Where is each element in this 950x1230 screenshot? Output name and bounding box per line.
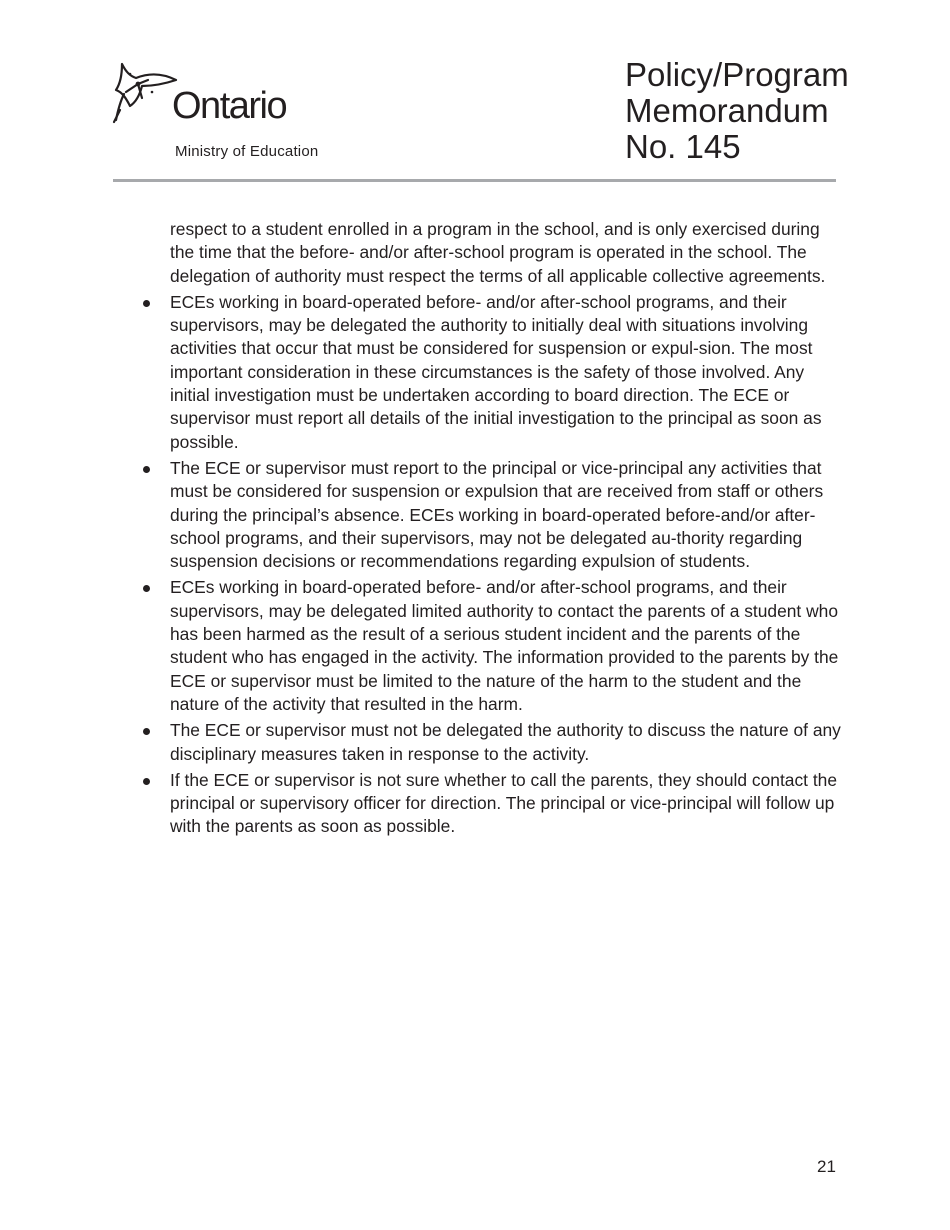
list-item-text: If the ECE or supervisor is not sure whether to call the parents, they should contact the principal or supervisory officer for direction. The principal or vice-principal will follow up with the parents as soon as possible. (170, 769, 837, 837)
bullet-icon (143, 300, 150, 307)
list-item-text: ECEs working in board-operated before- and/or after-school programs, and their supervisors, may be delegated limited authority to contact the parents of a student who has been harmed as the result of a serious student incident and the parents of the student who has engaged in the activity. The information provided to the parents by the ECE or supervisor must be limited to the nature of the harm to the student and the nature of the activity that resulted in the harm. (170, 577, 839, 714)
bullet-icon (143, 585, 150, 592)
ontario-wordmark: Ontario (172, 85, 287, 127)
bullet-icon (143, 466, 150, 473)
page-number: 21 (817, 1157, 836, 1176)
bullet-icon (143, 778, 150, 785)
continued-paragraph: respect to a student enrolled in a program in the school, and is only exercised during the time that the before- and/or after-school program is operated in the school. The delegation of authority must respect the terms of all applicable collective agreements. (170, 219, 826, 286)
header-divider (113, 179, 836, 182)
memo-title-line: Memorandum (625, 92, 829, 129)
list-item (170, 769, 842, 839)
ministry-name: Ministry of Education (175, 143, 319, 160)
bullet-list (170, 291, 842, 839)
memo-title (625, 57, 855, 165)
memo-body (170, 218, 842, 842)
memo-title-line: Policy/Program (625, 56, 849, 93)
bullet-icon (143, 728, 150, 735)
trillium-logo-icon (112, 62, 180, 124)
page-header (0, 0, 950, 182)
list-item (170, 576, 842, 716)
list-item-text: The ECE or supervisor must report to the principal or vice-principal any activities that must be considered for suspension or expulsion that are received from staff or others during the principal’s absence. ECEs working in board-operated before-and/or after-school programs, and their supervisors, may not be delegated au-thority regarding suspension decisions or recommendations regarding expulsion of students. (170, 457, 824, 572)
list-item-text: The ECE or supervisor must not be delegated the authority to discuss the nature of any disciplinary measures taken in response to the activity. (170, 720, 841, 764)
memo-title-line: No. 145 (625, 128, 741, 165)
list-item (170, 719, 842, 766)
list-item (170, 291, 842, 454)
list-item (170, 457, 842, 573)
list-item-text: ECEs working in board-operated before- and/or after-school programs, and their supervisors, may be delegated the authority to initially deal with situations involving activities that occur that must be considered for suspension or expul-sion. The most important consideration in these circumstances is the safety of those involved. Any initial investigation must be undertaken according to board direction. The ECE or supervisor must report all details of the initial investigation to the principal as soon as possible. (170, 291, 822, 452)
